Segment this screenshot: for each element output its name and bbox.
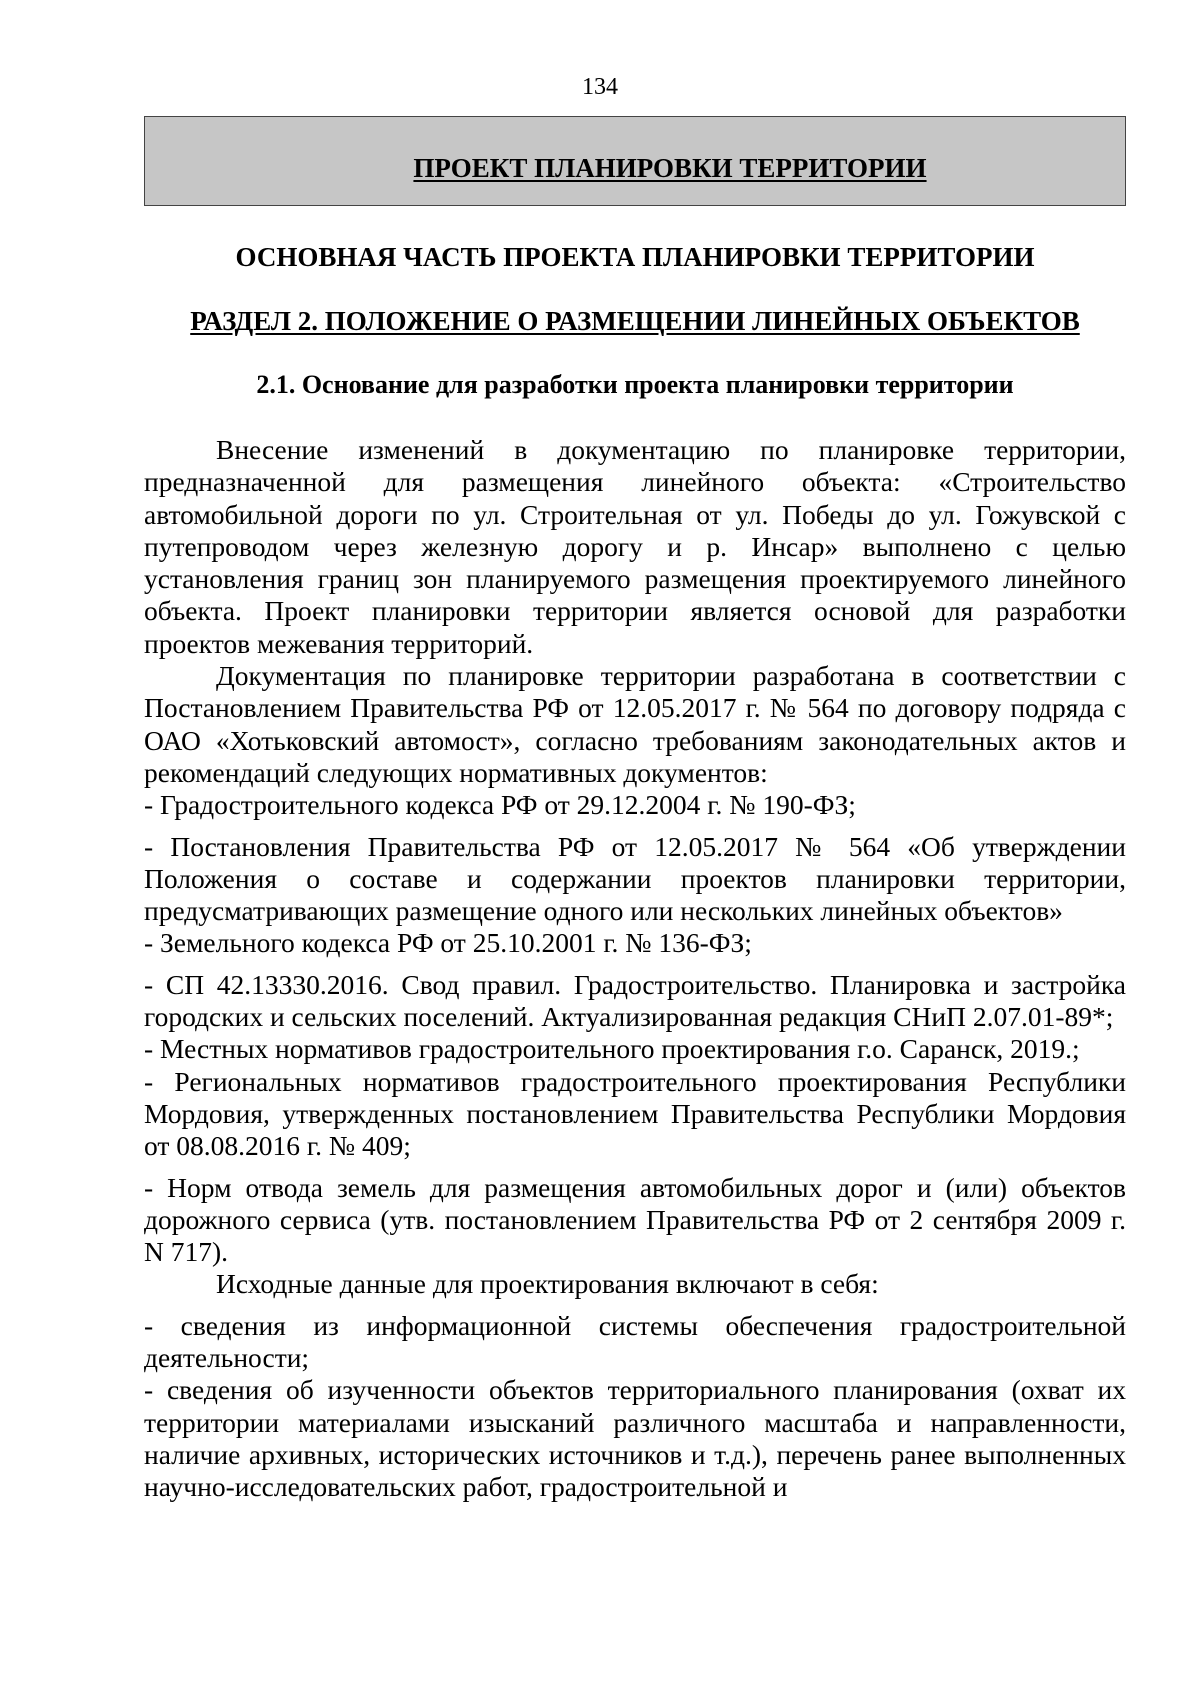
paragraph-basis: Документация по планировке территории разработана в соответствии с Постановлением Правительства РФ от 12.05.2017 г. № 564 по договору подряда с ОАО «Хотьковский автомост», согласно требованиям законодательных актов и рекомендаций следующих нормативных документов:	[144, 660, 1126, 788]
title-banner	[144, 116, 1126, 206]
list-item-study-info: - сведения об изученности объектов территориального планирования (охват их территории материалами изысканий различного масштаба и направленности, наличие архивных, исторических источников и т.д.), перечень ранее выполненных научно-исследовательских работ, градостроительной и	[144, 1374, 1126, 1503]
section-heading: РАЗДЕЛ 2. ПОЛОЖЕНИЕ О РАЗМЕЩЕНИИ ЛИНЕЙНЫХ ОБЪЕКТОВ	[190, 306, 1080, 336]
document-body	[144, 434, 1126, 1504]
list-item-regional-norms: - Региональных нормативов градостроительного проектирования Республики Мордовия, утвержденных постановлением Правительства Республики Мордовия от 08.08.2016 г. № 409;	[144, 1065, 1126, 1162]
paragraph-source-data: Исходные данные для проектирования включают в себя:	[216, 1268, 879, 1300]
list-item-postanovlenie: - Постановления Правительства РФ от 12.05.2017 № 564 «Об утверждении Положения о составе и содержании проектов планировки территории, предусматривающих размещение одного или нескольких линейных объектов»	[144, 830, 1126, 927]
subsection-heading: 2.1. Основание для разработки проекта планировки территории	[256, 370, 1014, 399]
page-number: 134	[582, 74, 618, 100]
list-item-info-system: - сведения из информационной системы обеспечения градостроительной деятельности;	[144, 1309, 1126, 1374]
list-item-landcode: - Земельного кодекса РФ от 25.10.2001 г. № 136-ФЗ;	[144, 927, 752, 959]
paragraph-intro: Внесение изменений в документацию по планировке территории, предназначенной для размещения линейного объекта: «Строительство автомобильной дороги по ул. Строительная от ул. Победы до ул. Гожувской с путепроводом через железную дорогу и р. Инсар» выполнено с целью установления границ зон планируемого размещения проектируемого линейного объекта. Проект планировки территории является основой для разработки проектов межевания территорий.	[144, 434, 1126, 659]
title-banner-text: ПРОЕКТ ПЛАНИРОВКИ ТЕРРИТОРИИ	[413, 153, 927, 183]
main-heading: ОСНОВНАЯ ЧАСТЬ ПРОЕКТА ПЛАНИРОВКИ ТЕРРИТОРИИ	[235, 242, 1035, 272]
list-item-local-norms: - Местных нормативов градостроительного проектирования г.о. Саранск, 2019.;	[144, 1033, 1080, 1065]
list-item-sp: - СП 42.13330.2016. Свод правил. Градостроительство. Планировка и застройка городских и сельских поселений. Актуализированная редакция СНиП 2.07.01-89*;	[144, 968, 1126, 1033]
list-item-gradcode: - Градостроительного кодекса РФ от 29.12.2004 г. № 190-ФЗ;	[144, 789, 856, 821]
list-item-land-allocation: - Норм отвода земель для размещения автомобильных дорог и (или) объектов дорожного сервиса (утв. постановлением Правительства РФ от 2 сентября 2009 г. N 717).	[144, 1171, 1126, 1268]
